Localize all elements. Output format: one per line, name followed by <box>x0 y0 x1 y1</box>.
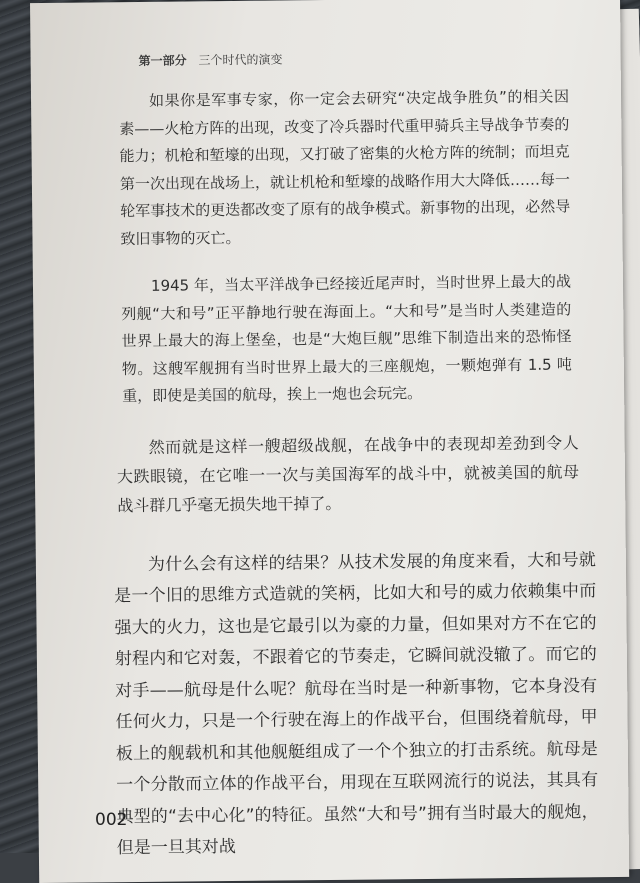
part-label: 第一部分 <box>138 53 187 68</box>
paragraph: 然而就是这样一艘超级战舰，在战争中的表现却差劲到令人大跌眼镜，在它唯一一次与美国海军的战斗中，就被美国的航母战斗群几乎毫无损失地干掉了。 <box>116 432 580 515</box>
paragraph: 为什么会有这样的结果？从技术发展的角度来看，大和号就是一个旧的思维方式造就的笑柄，比如大和号的威力依赖集中而强大的火力，这也是它最引以为豪的力量，但如果对方不在它的射程内和它对轰，不跟着它的节奏走，它瞬间就没辙了。而它的对手——航母是什么呢？航母在当时是一种新事物，它本身没有任何火力，只是一个行驶在海上的作战平台，但围绕着航母，甲板上的舰载机和其他舰艇组成了一个个独立的打击系统。航母是一个分散而立体的作战平台，用现在互联网流行的说法，其具有典型的“去中心化”的特征。虽然“大和号”拥有当时最大的舰炮，但是一旦其对战 <box>114 549 599 859</box>
chapter-title: 三个时代的演变 <box>198 52 283 68</box>
page-number: 002 <box>95 810 128 830</box>
body-text <box>109 83 607 865</box>
paragraph: 如果你是军事专家，你一定会去研究“决定战争胜负”的相关因素——火枪方阵的出现，改变了冷兵器时代重甲骑兵主导战争节奏的能力；机枪和堑壕的出现，又打破了密集的火枪方阵的统制；而坦克第一次出现在战场上，就让机枪和堑壕的战略作用大大降低……每一轮军事技术的更迭都改变了原有的战争模式。新事物的出现，必然导致旧事物的灭亡。 <box>119 87 571 248</box>
paragraph: 1945 年，当太平洋战争已经接近尾声时，当时世界上最大的战列舰“大和号”正平静地行驶在海面上。“大和号”是当时人类建造的世界上最大的海上堡垒，也是“大炮巨舰”思维下制造出来的恐怖怪物。这艘军舰拥有当时世界上最大的三座舰炮，一颗炮弹有 1.5 吨重，即使是美国的航母，挨上一炮也会玩完。 <box>121 272 572 406</box>
book-page <box>30 0 629 883</box>
running-header <box>139 50 283 69</box>
